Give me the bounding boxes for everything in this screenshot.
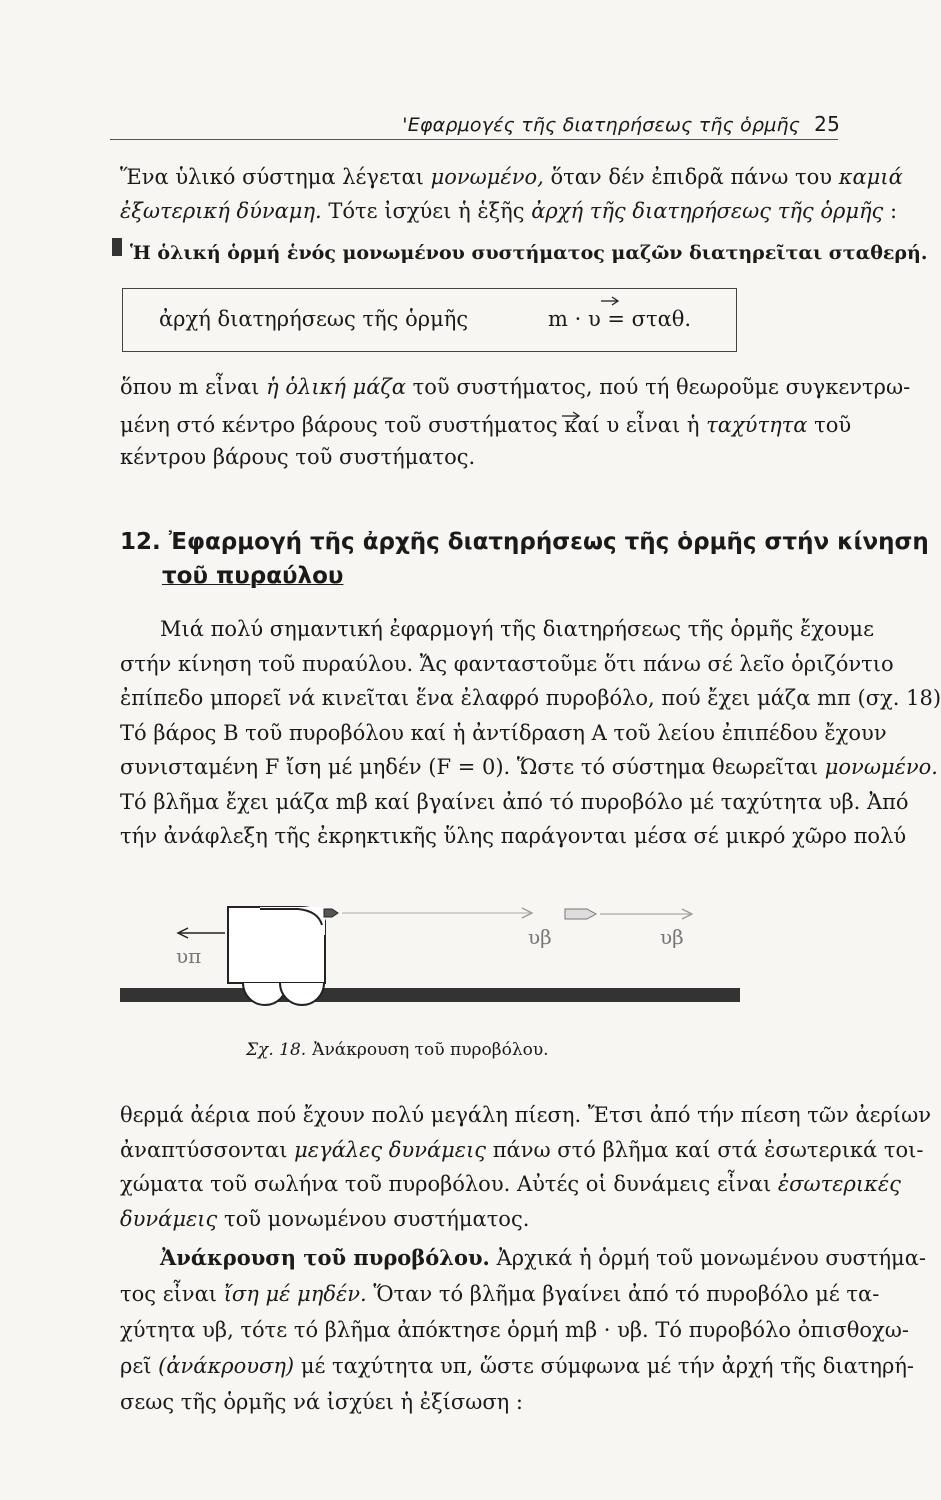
- figure-caption: [246, 1040, 549, 1060]
- ground-surface: [120, 988, 740, 1002]
- figure-cannon-recoil: [110, 885, 850, 1065]
- caption-number: Σχ. 18.: [246, 1040, 307, 1060]
- vector-arrow-icon: [601, 295, 621, 307]
- page-number: 25: [814, 112, 840, 136]
- label-shell-velocity-2: υβ: [660, 925, 684, 949]
- intro-paragraph: Ἕνα ὑλικό σύστημα λέγεται μονωμένο, ὅταν δέν ἐπιδρᾶ πάνω του καμιά ἐξωτερική δύναμη. Τότε ἰσχύει ἡ ἑξῆς ἀρχή τῆς διατηρήσεως τῆς ὁρμῆς :: [120, 165, 903, 223]
- vector-arrow-icon: [562, 410, 582, 422]
- section-title-line1: Ἐφαρμογή τῆς ἀρχῆς διατηρήσεως τῆς ὁρμῆς στήν κίνηση: [168, 529, 929, 555]
- label-cannon-velocity: υπ: [176, 944, 202, 968]
- body-paragraph-1: Μιά πολύ σημαντική ἐφαρμογή τῆς διατηρήσεως τῆς ὁρμῆς ἔχουμε στήν κίνηση τοῦ πυραύλου. Ἄς φανταστοῦμε ὅτι πάνω σέ λεῖο ὁριζόντιο ἐπίπεδο μπορεῖ νά κινεῖται ἕνα ἐλαφρό πυροβόλο, πού ἔχει μάζα mπ (σχ. 18) Τό βάρος B τοῦ πυροβόλου καί ἡ ἀντίδραση A τοῦ λείου ἐπιπέδου ἔχουν συνισταμένη F ἴση μέ μηδέν (F = 0). Ὥστε τό σύστημα θεωρεῖται μονωμένο. Τό βλῆμα ἔχει μάζα mβ καί βγαίνει ἀπό τό πυροβόλο μέ ταχύτητα υβ. Ἀπό τήν ἀνάφλεξη τῆς ἐκρηκτικῆς ὕλης παράγονται μέσα σέ μικρό χῶρο πολύ: [120, 617, 941, 848]
- caption-text: Ἀνάκρουση τοῦ πυροβόλου.: [312, 1040, 549, 1060]
- body-paragraph-2: θερμά ἀέρια πού ἔχουν πολύ μεγάλη πίεση. Ἔτσι ἀπό τήν πίεση τῶν ἀερίων ἀναπτύσσονται μεγάλες δυνάμεις πάνω στό βλῆμα καί στά ἐσωτερικά τοι- χώματα τοῦ σωλήνα τοῦ πυροβόλου. Αὐτές οἱ δυνάμεις εἶναι ἐσωτερικές δυνάμεις τοῦ μονωμένου συστήματος.: [120, 1103, 932, 1231]
- section-heading: [120, 525, 929, 593]
- principle-statement: Ἡ ὁλική ὁρμή ἑνός μονωμένου συστήματος μαζῶν διατηρεῖται σταθερή.: [130, 242, 928, 264]
- flying-shell: [565, 909, 596, 919]
- shell-in-barrel: [324, 909, 338, 917]
- running-header: [390, 112, 840, 136]
- label-shell-velocity-1: υβ: [528, 925, 552, 949]
- principle-box: [122, 288, 737, 352]
- box-label: ἀρχή διατηρήσεως τῆς ὁρμῆς: [159, 307, 469, 331]
- running-title: 'Εφαρμογές τῆς διατηρήσεως τῆς ὁρμῆς: [402, 114, 801, 136]
- header-rule: [110, 139, 838, 140]
- body-paragraph-3: Ἀνάκρουση τοῦ πυροβόλου. Ἀρχικά ἡ ὁρμή τοῦ μονωμένου συστήμα- τος εἶναι ἴση μέ μηδέν. Ὅταν τό βλῆμα βγαίνει ἀπό τό πυροβόλο μέ τα- χύτητα υβ, τότε τό βλῆμα ἀπόκτησε ὁρμή mβ · υβ. Τό πυροβόλο ὀπισθοχω- ρεῖ (ἀνάκρουση) μέ ταχύτητα υπ, ὥστε σύμφωνα μέ τήν ἀρχή τῆς διατηρή- σεως τῆς ὁρμῆς νά ἰσχύει ἡ ἐξίσωση :: [120, 1245, 926, 1414]
- box-equation: m · υ = σταθ.: [548, 307, 692, 331]
- section-number: 12.: [120, 529, 161, 555]
- section-title-line2: τοῦ πυραύλου: [162, 563, 344, 589]
- marker-bullet: [112, 238, 122, 256]
- definition-paragraph: ὅπου m εἶναι ἡ ὁλική μάζα τοῦ συστήματος, πού τή θεωροῦμε συγκεντρω- μένη στό κέντρο βάρους τοῦ συστήματος καί υ εἶναι ἡ ταχύτητα τοῦ κέντρου βάρους τοῦ συστήματος.: [120, 375, 911, 469]
